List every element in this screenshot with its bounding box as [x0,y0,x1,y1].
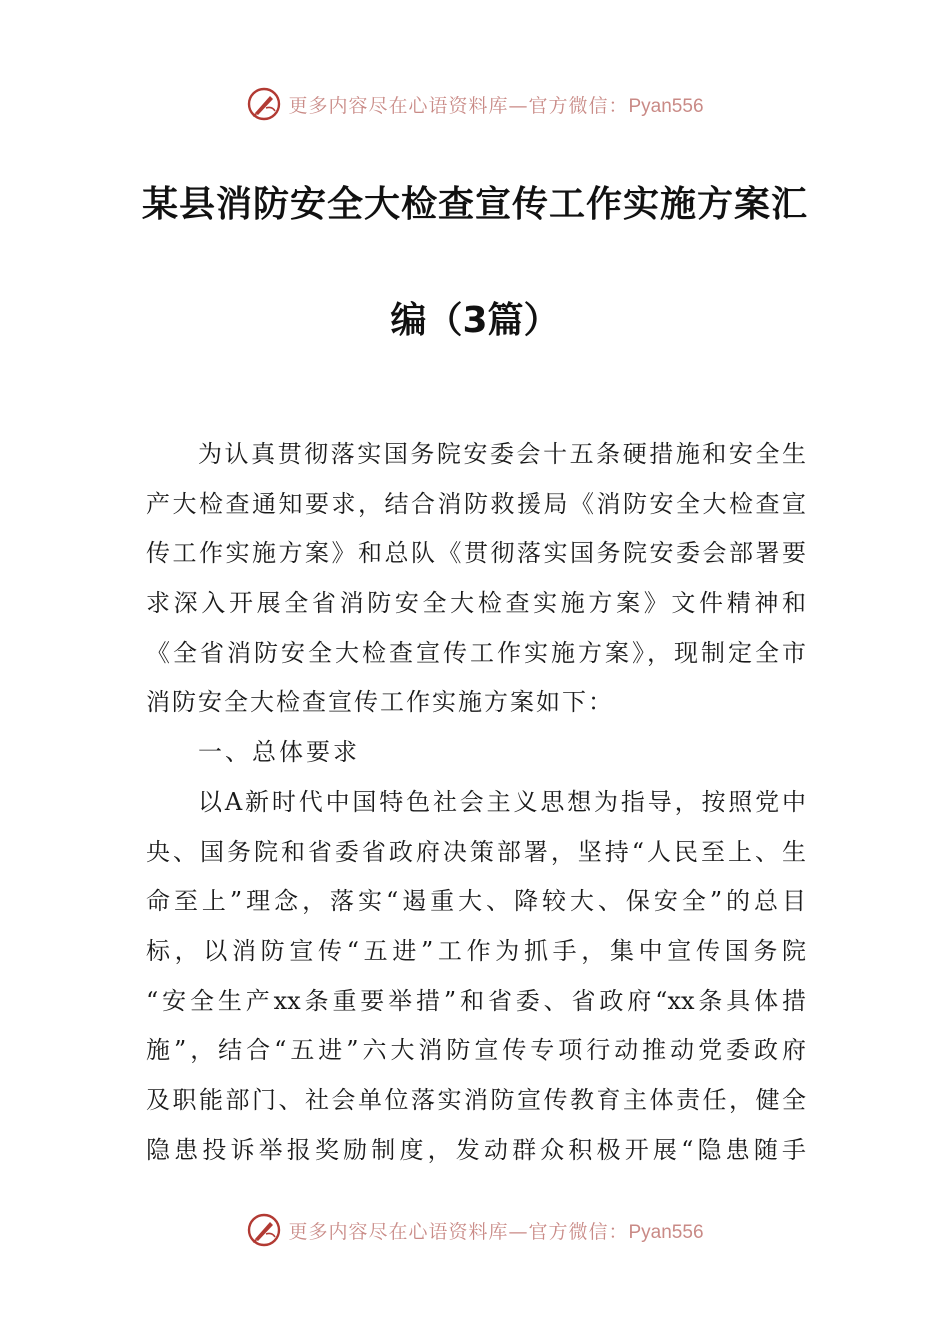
body-line: 消防安全大检查宣传工作实施方案如下： [146,688,614,717]
body-line: 求深入开展全省消防安全大检查实施方案》文件精神和 [146,589,806,618]
body-line: 传工作实施方案》和总队《贯彻落实国务院安委会部署要 [146,539,806,568]
footer-watermark [0,1210,950,1250]
body-line: 施”，结合“五进”六大消防宣传专项行动推动党委政府 [146,1036,806,1065]
document-body [146,430,806,1175]
pen-logo-icon [246,86,282,122]
document-title-line-2: 编（3篇） [390,300,560,341]
watermark-id: Pyan556 [628,1221,704,1243]
body-line: 标，以消防宣传“五进”工作为抓手，集中宣传国务院 [146,936,806,965]
body-line: 央、国务院和省委省政府决策部署，坚持“人民至上、生 [146,837,806,866]
pen-logo-icon [246,1212,282,1248]
section-heading: 一、总体要求 [198,738,360,767]
body-line: 为认真贯彻落实国务院安委会十五条硬措施和安全生 [198,440,806,468]
body-line: 《全省消防安全大检查宣传工作实施方案》，现制定全市 [146,638,806,667]
header-watermark [0,84,950,124]
watermark-text: 更多内容尽在心语资料库—官方微信：Pyan556 [288,94,704,117]
watermark-id: Pyan556 [628,95,704,117]
body-line: 产大检查通知要求，结合消防救援局《消防安全大检查宣 [146,489,806,518]
watermark-text: 更多内容尽在心语资料库—官方微信：Pyan556 [288,1220,704,1243]
body-line: 及职能部门、社会单位落实消防宣传教育主体责任，健全 [146,1085,806,1114]
body-line: 以A新时代中国特色社会主义思想为指导，按照党中 [198,787,806,816]
body-line: 隐患投诉举报奖励制度，发动群众积极开展“隐患随手 [146,1135,806,1164]
body-line: 命至上”理念，落实“遏重大、降较大、保安全”的总目 [146,887,806,916]
body-line: “安全生产xx条重要举措”和省委、省政府“xx条具体措 [146,986,806,1015]
document-title-line-1: 某县消防安全大检查宣传工作实施方案汇 [141,184,808,225]
